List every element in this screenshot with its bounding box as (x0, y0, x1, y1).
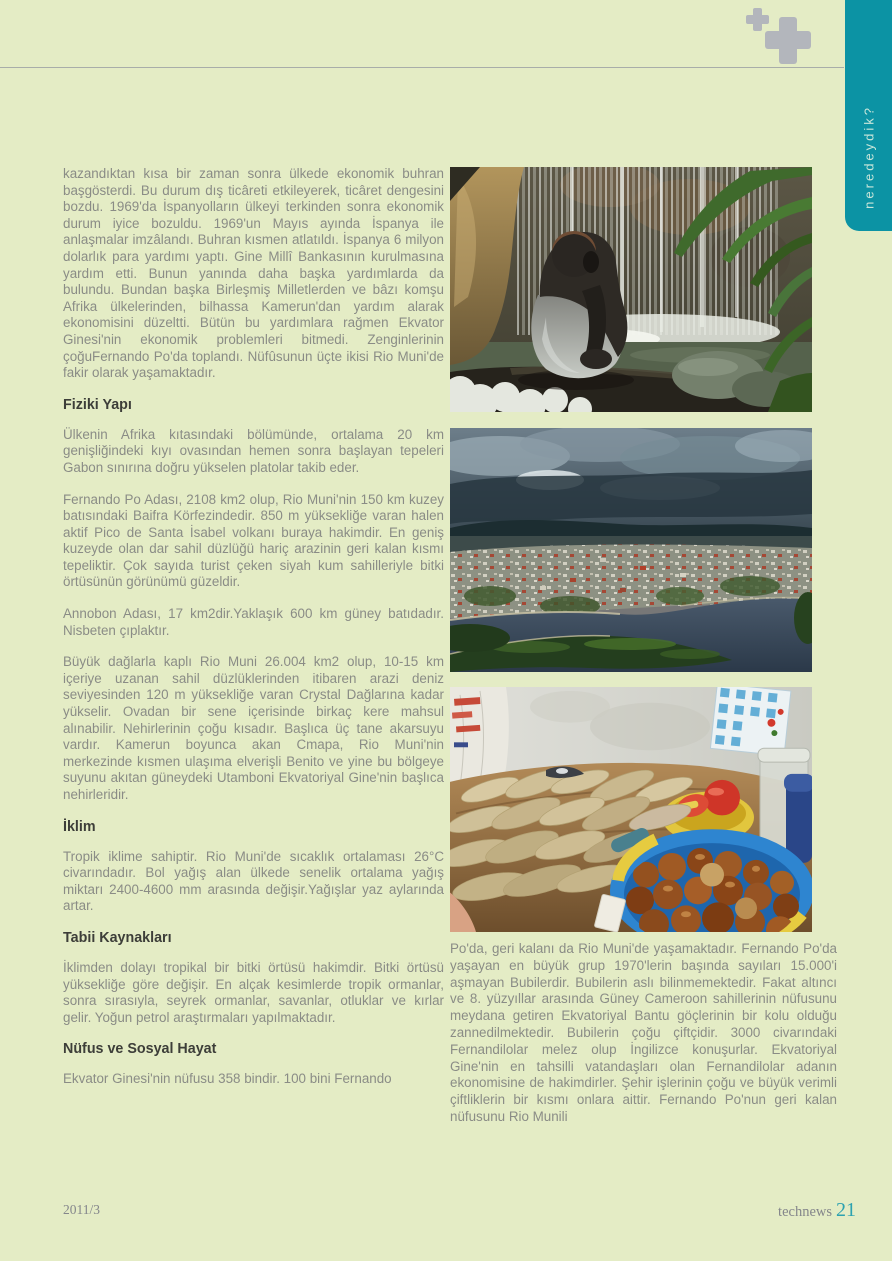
body-paragraph: İklimden dolayı tropikal bir bitki örtüsü hakimdir. Bitki örtüsü yüksekliğe göre değişir. En alçak kesimlerde tropik ormanlar, sonra sırasıyla, seyrek ormanlar, savanlar, otluklar ve kırlar gelir. Yoğun petrol araştırmaları yapılmaktadır. (63, 959, 444, 1025)
footer-issue: 2011/3 (63, 1202, 100, 1217)
body-paragraph: kazandıktan kısa bir zaman sonra ülkede ekonomik buhran başgösterdi. Bu durum dış ticâreti etkileyerek, ticâret dengesini bozdu. 1969'da İspanyolların ülkeyi terkinden sonra ekonomik durum iyice bozuldu. 1969'un Mayıs ayında İspanya ile anlaşmalar imzâlandı. Buhran kısmen atlatıldı. İspanya 6 milyon dolarlık para yardımı yaptı. Gine Millî Bankasının kurulmasına yardım etti. Bunun yanında daha başka yardımlarda da bulundu. Bundan başka Birleşmiş Milletlerden ve bâzı komşu Afrika ülkelerinden, bilhassa Kamerun'dan yardım alarak ekonomisini düzeltti. Bütün bu yardımlara rağmen Ekvator Ginesi'nin ekonomik problemleri bitmedi. Zenginlerinin çoğuFernando Po'da toplandı. Nüfûsunun üçte ikisi Rio Muni'de fakir olarak yaşamaktadır. (63, 166, 444, 381)
body-paragraph: Annobon Adası, 17 km2dir.Yaklaşık 600 km güney batıdadır. Nisbeten çıplaktır. (63, 606, 444, 638)
body-paragraph: Büyük dağlarla kaplı Rio Muni 26.004 km2 olup, 10-15 km içeriye uzanan sahil düzlüklerinden itibaren arazi deniz seviyesinden 120 m yüksekliğe varan Crystal Dağlarına kadar yükselir. Ovadan bir sene içerisinde birkaç kere mahsul alınabilir. Nehirlerinin çoğu kısadır. Başlıca üç tane akarsuyu vardır. Kamerun boyunca akan Cmapa, Rio Muni'nin merkezinde kısmen ulaşıma elverişli Benito ve yine bu bölgeye suyunu akıtan güneydeki Utamboni Ekvatoriyal Gine'nin başlıca nehirleridir. (63, 654, 444, 802)
gorilla-waterfall-photo (450, 167, 812, 412)
market-illustration (450, 687, 812, 932)
section-heading: Tabii Kaynakları (63, 929, 172, 946)
right-column-paragraph: Po'da, geri kalanı da Rio Muni'de yaşamaktadır. Fernando Po'da yaşayan en büyük grup 1970'lerin başında sayıları 15.000'i aşmayan Bubilerdir. Bubilerin aslı bilinmemektedir. Fakat altıncı ve 8. yüzyıllar arasında Güney Cameroon sahillerinin nüfusunu meydana getiren Ekvatoriyal Bantu göçlerinin bir kolu olduğu zannedilmektedir. Bubilerin çoğu çiftçidir. 3000 civarındaki Fernandilolar melez olup İngilizce konuşurlar. Ekvatoriyal Gine'nin en tahsilli vatandaşları olan Fernandilolar adanın ekonomisine de hakimdirler. Şehir işlerinin çoğu ve büyük verimli çiftliklerin bir kısmı onlara aittir. Fernando Po'nun geri kalan nüfusunu Rio Munili (450, 941, 837, 1124)
side-tab-neredeydik (845, 0, 892, 231)
plus-cross-icon-svg (740, 6, 816, 64)
aerial-city-illustration (450, 428, 812, 672)
left-column (63, 166, 444, 1103)
malabo-aerial-photo (450, 428, 812, 672)
checkered-box (710, 687, 790, 756)
footer-page-number: 21 (836, 1199, 856, 1221)
body-paragraph: Tropik iklime sahiptir. Rio Muni'de sıcaklık ortalaması 26°C civarındadır. Bol yağış alan ülkede senelik ortalama yağış miktarı 2400-4600 mm arasında değişir.Yağışlar yaz aylarında artar. (63, 848, 444, 914)
footer-brand (778, 1199, 856, 1222)
body-paragraph: Fernando Po Adası, 2108 km2 olup, Rio Muni'nin 150 km kuzey batısındaki Baifra Körfezindedir. 850 m yüksekliğe varan halen aktif Pico de Santa İsabel volkanı buraya hakimdir. En geniş kuzeyde olan dar sahil düzlüğü hariç arazinin geri kalan kısmı tepeliktir. Çok sayıda turist çeken siyah kum sahilleriyle bitki örtüsünün görünümü güzeldir. (63, 491, 444, 590)
market-food-photo (450, 687, 812, 932)
footer-brand-name: technews (778, 1204, 832, 1220)
section-heading: Nüfus ve Sosyal Hayat (63, 1041, 217, 1058)
header-rule (0, 67, 844, 68)
gorilla-waterfall-illustration (450, 167, 812, 412)
section-heading: İklim (63, 818, 96, 835)
side-tab-label: neredeydik? (861, 105, 876, 209)
section-heading: Fiziki Yapı (63, 396, 132, 413)
plus-cross-icon (740, 6, 816, 64)
body-paragraph: Ülkenin Afrika kıtasındaki bölümünde, ortalama 20 km genişliğindeki kıyı ovasından hemen sonra başlayan tepeleri Gabon sınırına doğru yükselen platolar takib eder. (63, 426, 444, 475)
body-paragraph: Ekvator Ginesi'nin nüfusu 358 bindir. 100 bini Fernando (63, 1071, 392, 1087)
